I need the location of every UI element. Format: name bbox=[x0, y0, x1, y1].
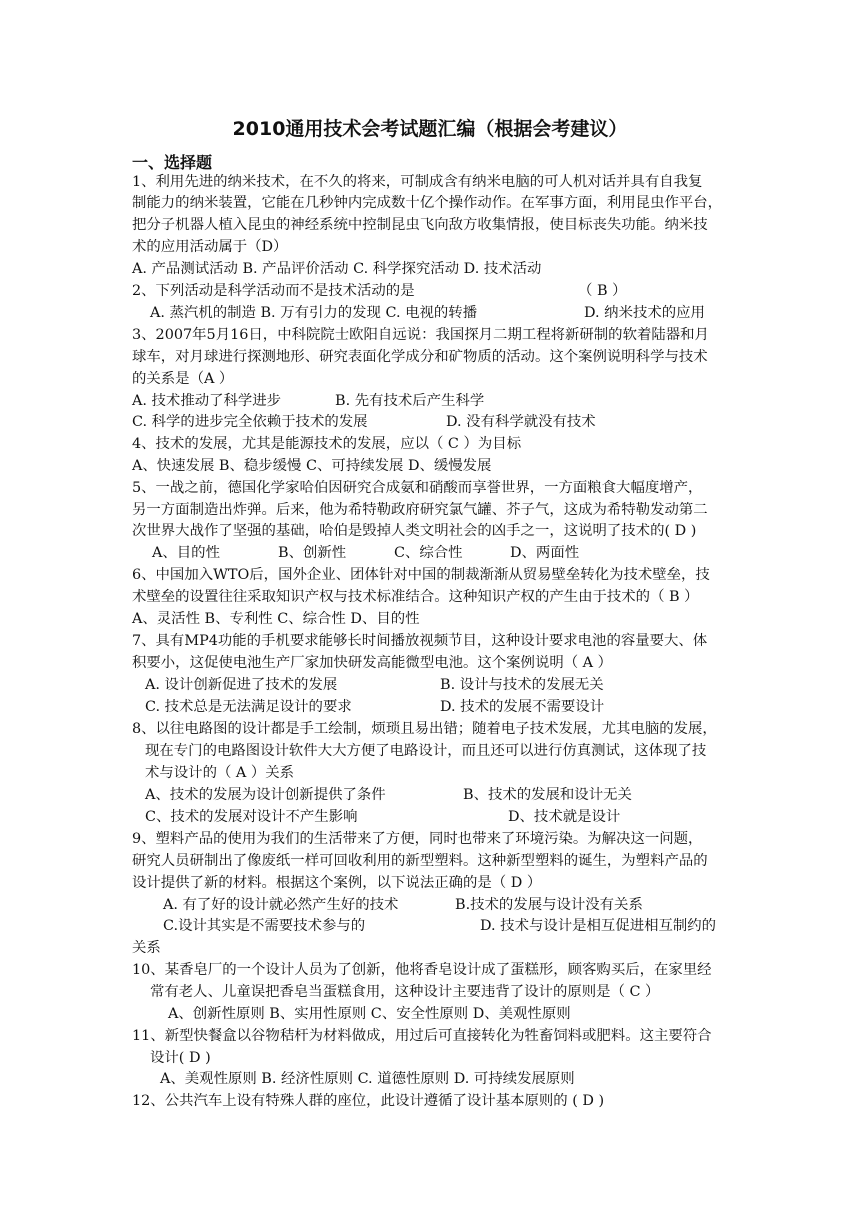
text-line: A、技术的发展为设计创新提供了条件 bbox=[145, 787, 386, 803]
answer-blank: （ B ） bbox=[578, 283, 627, 299]
text-line: 的关系是（A ） bbox=[132, 371, 234, 387]
text-line: A、目的性 bbox=[152, 545, 220, 561]
text-line: D. 没有科学就没有技术 bbox=[446, 414, 596, 430]
text-line: 常有老人、儿童误把香皂当蛋糕食用，这种设计主要违背了设计的原则是（ C ） bbox=[150, 984, 660, 1000]
text-line: A、创新性原则 B、实用性原则 C、安全性原则 D、美观性原则 bbox=[168, 1006, 571, 1022]
text-line: 5、一战之前，德国化学家哈伯因研究合成氨和硝酸而享誉世界，一方面粮食大幅度增产， bbox=[132, 480, 703, 496]
text-line: 3、2007年5月16日，中科院院士欧阳自远说：我国探月二期工程将新研制的软着陆器和月 bbox=[132, 327, 709, 343]
text-line: B、技术的发展和设计无关 bbox=[463, 787, 632, 803]
text-line: B、创新性 bbox=[278, 545, 347, 561]
text-line: 1、利用先进的纳米技术，在不久的将来，可制成含有纳米电脑的可人机对话并具有自我复 bbox=[132, 174, 703, 190]
text-line: A、快速发展 B、稳步缓慢 C、可持续发展 D、缓慢发展 bbox=[132, 458, 492, 474]
text-line: D、两面性 bbox=[510, 545, 580, 561]
document-title: 2010通用技术会考试题汇编（根据会考建议） bbox=[232, 118, 628, 140]
text-line: 研究人员研制出了像废纸一样可回收利用的新型塑料。这种新型塑料的诞生，为塑料产品的 bbox=[132, 853, 708, 869]
text-line: 6、中国加入WTO后，国外企业、团体针对中国的制裁渐渐从贸易壁垒转化为技术壁垒，技 bbox=[132, 567, 710, 583]
text-line: 制能力的纳米装置，它能在几秒钟内完成数十亿个操作动作。在军事方面，利用昆虫作平台， bbox=[132, 195, 723, 211]
text-line: A. 有了好的设计就必然产生好的技术 bbox=[163, 897, 399, 913]
text-line: 术的应用活动属于（D） bbox=[132, 239, 288, 255]
text-line: A. 设计创新促进了技术的发展 bbox=[145, 677, 338, 693]
text-line: 把分子机器人植入昆虫的神经系统中控制昆虫飞向敌方收集情报，使目标丧失功能。纳米技 bbox=[132, 217, 708, 233]
text-line: 12、公共汽车上设有特殊人群的座位，此设计遵循了设计基本原则的 ( D ) bbox=[132, 1093, 605, 1109]
text-line: C. 技术总是无法满足设计的要求 bbox=[145, 699, 352, 715]
text-line: D. 纳米技术的应用 bbox=[584, 305, 705, 321]
text-line: 术壁垒的设置往往采取知识产权与技术标准结合。这种知识产权的产生由于技术的（ B ） bbox=[132, 589, 699, 605]
text-line: D. 技术与设计是相互促进相互制约的 bbox=[480, 918, 717, 934]
text-line: C、综合性 bbox=[394, 545, 463, 561]
section-heading: 一、选择题 bbox=[132, 153, 213, 172]
text-line: A. 蒸汽机的制造 B. 万有引力的发现 C. 电视的转播 bbox=[150, 305, 478, 321]
text-line: 8、以往电路图的设计都是手工绘制，烦琐且易出错；随着电子技术发展，尤其电脑的发展， bbox=[132, 721, 717, 737]
text-line: C.设计其实是不需要技术参与的 bbox=[163, 918, 366, 934]
text-line: D、技术就是设计 bbox=[508, 809, 621, 825]
text-line: C. 科学的进步完全依赖于技术的发展 bbox=[132, 414, 368, 430]
text-line: 设计( D ) bbox=[150, 1050, 211, 1066]
text-line: A、美观性原则 B. 经济性原则 C. 道德性原则 D. 可持续发展原则 bbox=[160, 1071, 575, 1087]
text-line: 次世界大战作了坚强的基础，哈伯是毁掉人类文明社会的凶手之一，这说明了技术的( D ) bbox=[132, 523, 697, 539]
text-line: 4、技术的发展，尤其是能源技术的发展，应以（ C ）为目标 bbox=[132, 436, 522, 452]
text-line: 另一方面制造出炸弹。后来，他为希特勒政府研究氯气罐、芥子气，这成为希特勒发动第二 bbox=[132, 502, 708, 518]
text-line: 9、塑料产品的使用为我们的生活带来了方便，同时也带来了环境污染。为解决这一问题， bbox=[132, 831, 703, 847]
text-line: B. 先有技术后产生科学 bbox=[335, 393, 485, 409]
text-line: A. 产品测试活动 B. 产品评价活动 C. 科学探究活动 D. 技术活动 bbox=[132, 261, 542, 277]
text-line: C、技术的发展对设计不产生影响 bbox=[145, 809, 358, 825]
text-line: 关系 bbox=[132, 940, 161, 956]
text-line: A. 技术推动了科学进步 bbox=[132, 393, 282, 409]
text-line: 11、新型快餐盒以谷物秸杆为材料做成，用过后可直接转化为牲畜饲料或肥料。这主要符合 bbox=[132, 1028, 712, 1044]
text-line: A、灵活性 B、专利性 C、综合性 D、目的性 bbox=[132, 611, 420, 627]
text-line: 球车，对月球进行探测地形、研究表面化学成分和矿物质的活动。这个案例说明科学与技术 bbox=[132, 349, 708, 365]
text-line: 设计提供了新的材料。根据这个案例，以下说法正确的是（ D ） bbox=[132, 875, 542, 891]
text-line: D. 技术的发展不需要设计 bbox=[440, 699, 605, 715]
text-line: B. 设计与技术的发展无关 bbox=[440, 677, 604, 693]
text-line: 积要小，这促使电池生产厂家加快研发高能微型电池。这个案例说明（ A ） bbox=[132, 655, 613, 671]
text-line: 10、某香皂厂的一个设计人员为了创新，他将香皂设计成了蛋糕形，顾客购买后，在家里经 bbox=[132, 962, 712, 978]
text-line: B.技术的发展与设计没有关系 bbox=[455, 897, 643, 913]
text-line: 2、下列活动是科学活动而不是技术活动的是 bbox=[132, 283, 415, 299]
text-line: 7、具有MP4功能的手机要求能够长时间播放视频节目，这种设计要求电池的容量要大、体 bbox=[132, 633, 708, 649]
text-line: 现在专门的电路图设计软件大大方便了电路设计，而且还可以进行仿真测试，这体现了技 bbox=[145, 743, 707, 759]
text-line: 术与设计的（ A ）关系 bbox=[145, 765, 295, 781]
